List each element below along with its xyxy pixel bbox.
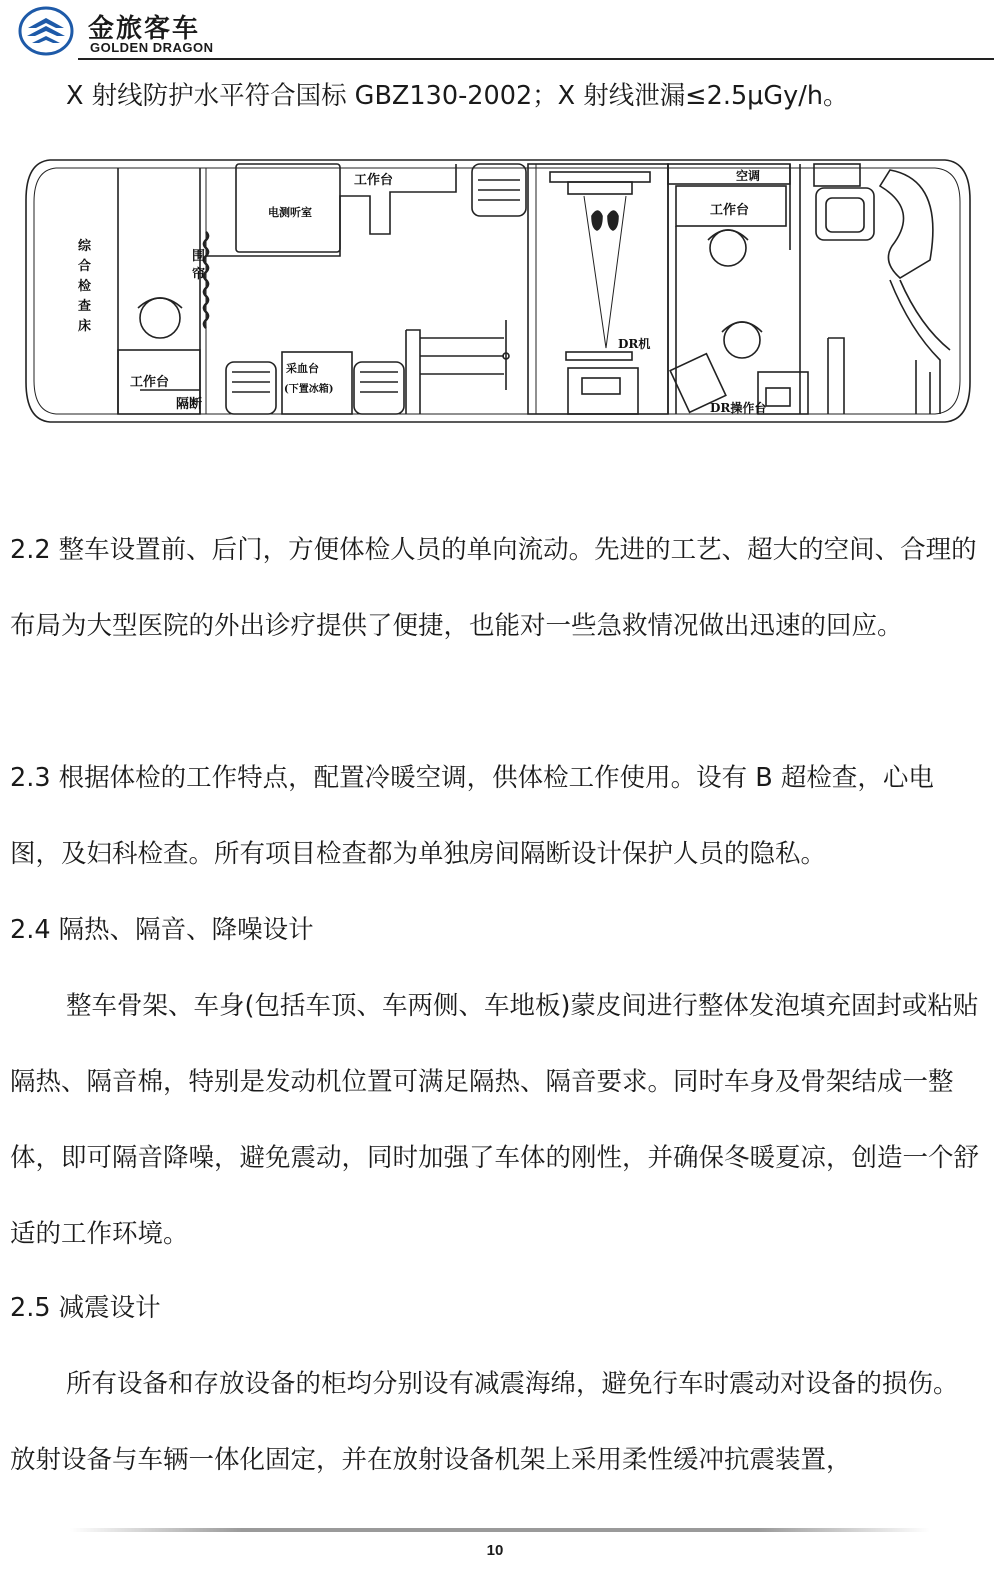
dr-tube-base (566, 352, 632, 360)
stool-left (140, 298, 180, 338)
xray-cone (584, 196, 626, 348)
dr-room (528, 164, 668, 414)
label-aircon: 空调 (736, 169, 761, 183)
section-2-5-heading: 2.5 减震设计 (10, 1293, 161, 1323)
golden-dragon-logo-icon (18, 6, 74, 56)
section-2-5-body: 所有设备和存放设备的柜均分别设有减震海绵，避免行车时震动对设备的损伤。放射设备与车辆一体化固定，并在放射设备机架上采用柔性缓冲抗震装置， (10, 1369, 959, 1475)
label-workbench-left: 工作台 (130, 375, 170, 390)
section-2-2: 2.2 整车设置前、后门，方便体检人员的单向流动。先进的工艺、超大的空间、合理的布局为大型医院的外出诊疗提供了便捷，也能对一些急救情况做出迅速的回应。 (10, 535, 977, 641)
handrail-left (406, 330, 420, 414)
label-workbench-right: 工作台 (710, 203, 750, 218)
label-dr-console: DR操作台 (710, 401, 767, 415)
footprint-icon (592, 211, 618, 230)
page-number: 10 (486, 1542, 504, 1559)
footer-divider (70, 1528, 930, 1532)
door-rail (420, 320, 506, 390)
brand-name-cn: 金旅客车 (88, 14, 201, 44)
label-curtain: 围帘 (192, 249, 206, 282)
seat-a (226, 362, 276, 414)
label-blood-table-sub: (下置冰箱) (284, 384, 334, 395)
dr-detector (550, 172, 650, 182)
page-header (14, 6, 980, 58)
label-dr-machine: DR机 (618, 337, 651, 351)
section-2-3: 2.3 根据体检的工作特点，配置冷暖空调，供体检工作使用。设有 B 超检查，心电图，及妇科检查。所有项目检查都为单独房间隔断设计保护人员的隐私。 (10, 763, 934, 869)
label-workbench-mid: 工作台 (354, 173, 394, 188)
section-2-4-body: 整车骨架、车身(包括车顶、车两侧、车地板)蒙皮间进行整体发泡填充固封或粘贴隔热、隔音棉，特别是发动机位置可满足隔热、隔音要求。同时车身及骨架结成一整体，即可隔音降噪，避免震动，同时加强了车体的刚性，并确保冬暖夏凉，创造一个舒适的工作环境。 (10, 991, 980, 1249)
bus-floor-plan (20, 150, 978, 432)
bus-inner-outline (34, 168, 960, 414)
stool-right-top (710, 230, 746, 266)
label-exam-bed: 综合检查床 (78, 239, 92, 334)
stool-right-bottom (724, 322, 760, 358)
seat-b (354, 362, 404, 414)
seat-c (472, 164, 526, 216)
front-cabinet (814, 164, 860, 186)
dashboard (880, 170, 933, 278)
section-2-4-heading: 2.4 隔热、隔音、降噪设计 (10, 915, 314, 945)
front-door-rail (828, 338, 844, 414)
label-ecg-room: 电测听室 (268, 206, 312, 219)
label-blood-table: 采血台 (286, 362, 319, 375)
radiation-protection-line: X 射线防护水平符合国标 GBZ130-2002；X 射线泄漏≤2.5μGy/h。 (66, 81, 849, 111)
brand-name-en: GOLDEN DRAGON (90, 40, 214, 55)
label-partition: 隔断 (176, 397, 203, 412)
aircon-unit (668, 164, 790, 184)
